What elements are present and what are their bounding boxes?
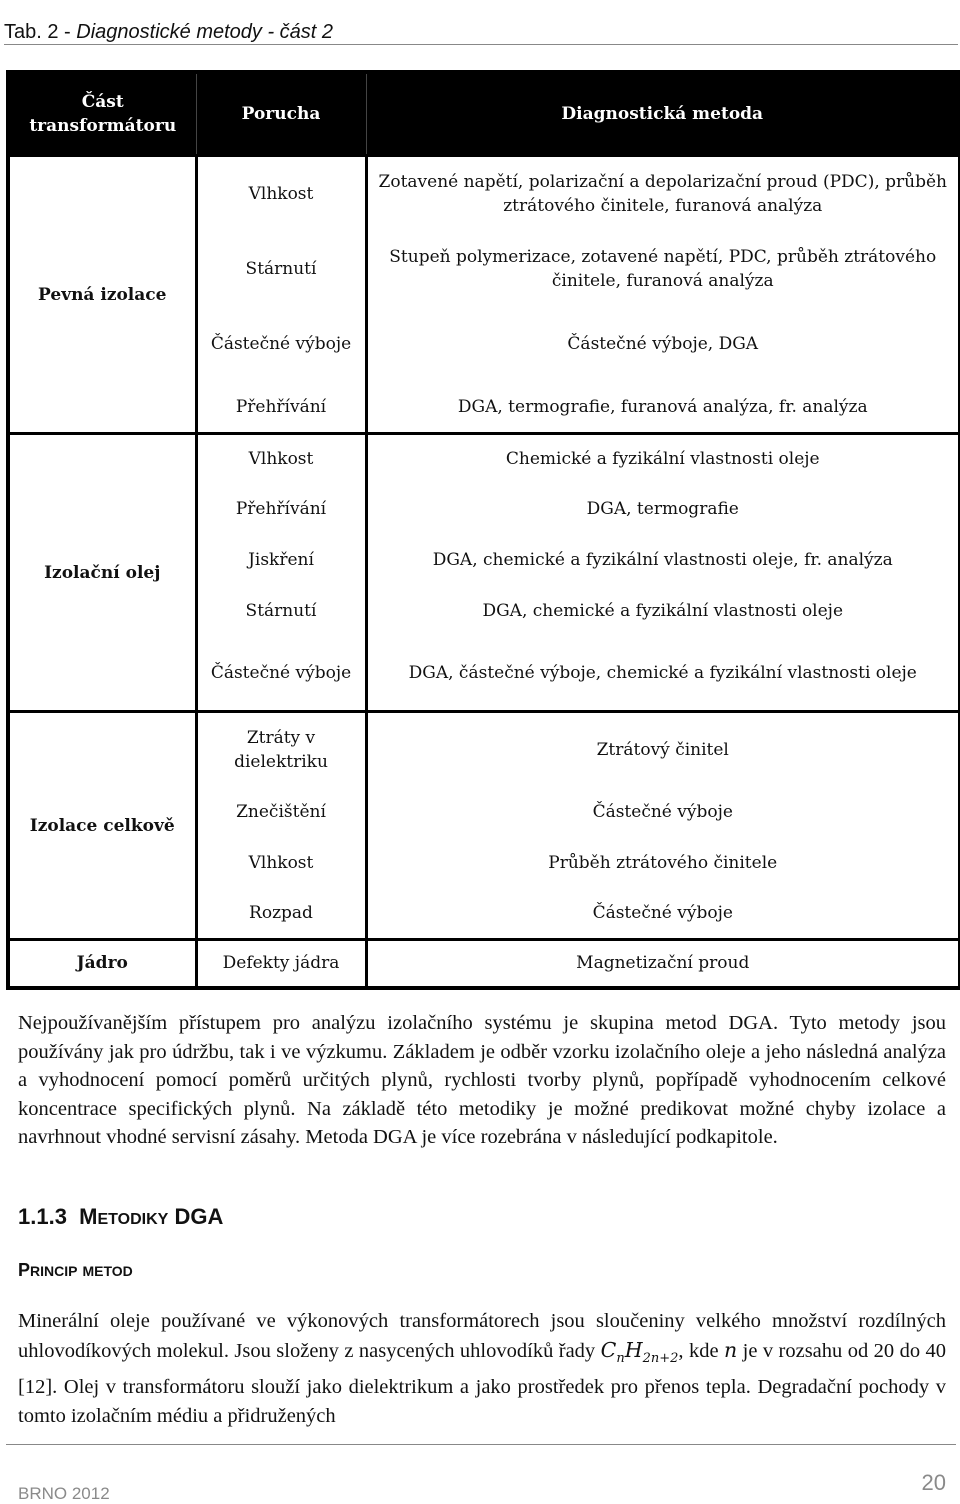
fault-cell: Stárnutí [196,232,366,307]
subsection-first: P [18,1260,31,1280]
method-cell: DGA, termografie, furanová analýza, fr. analýza [457,396,868,417]
paragraph-principle [18,1307,946,1430]
table-row [8,156,960,232]
fault-cell: Částečné výboje [196,637,366,712]
fault-cell: Jiskření [196,535,366,586]
method-cell: Chemické a fyzikální vlastnosti oleje [366,434,960,484]
method-cell: Částečné výboje [592,903,733,924]
fault-cell: Defekty jádra [196,940,366,988]
method-cell: Částečné výboje, DGA [567,334,759,354]
caption-prefix: Tab. 2 - [4,21,77,43]
fault-cell: Částečné výboje [196,307,366,382]
footer-location-year: BRNO 2012 [18,1484,110,1503]
method-cell: Průběh ztrátového činitele [548,853,778,873]
formula-alkane [600,1337,679,1366]
variable-n: n [723,1337,738,1362]
diagnostic-table-wrapper [6,70,958,990]
section-number: 1.1.3 [18,1204,67,1229]
header-fault: Porucha [196,72,366,156]
part-cell-overall-insulation: Izolace celkově [8,712,196,940]
footer-divider [6,1444,956,1445]
section-title-rest: ETODIKY [97,1211,169,1228]
fault-cell: Přehřívání [196,484,366,535]
formula-h-sub: 2n+2 [642,1350,679,1366]
method-cell: Magnetizační proud [366,940,960,988]
page-number: 20 [921,1470,946,1495]
fault-cell: Přehřívání [196,382,366,434]
part-cell-insulating-oil: Izolační olej [8,434,196,712]
formula-c-sub: n [616,1350,625,1366]
fault-cell: Ztráty v dielektriku [196,712,366,787]
paragraph2-part1: Minerální oleje používané ve výkonových transformátorech jsou sloučeniny velkého množství rozdílných uhlovodíkových molekul. Jsou složeny z nasycených uhlovodíků řady [18,1310,946,1362]
subsection-heading [18,1260,133,1281]
section-title-first: M [79,1204,98,1229]
fault-cell: Vlhkost [196,838,366,889]
formula-h: H [624,1337,643,1362]
header-method: Diagnostická metoda [366,72,960,156]
method-cell: Částečné výboje [592,802,733,822]
method-cell: DGA, chemické a fyzikální vlastnosti oleje, fr. analýza [432,550,893,570]
subsection-rest1: RINCIP [30,1263,78,1279]
subsection-rest2: METOD [82,1263,133,1279]
caption-title: Diagnostické metody - část 2 [76,21,334,43]
method-cell: DGA, částečné výboje, chemické a fyzikální vlastnosti oleje [408,663,917,684]
section-title-acronym: DGA [174,1204,224,1229]
formula-c: C [600,1337,617,1362]
part-cell-core: Jádro [8,940,196,988]
table-row [8,940,960,988]
table-caption [4,4,958,45]
fault-cell: Vlhkost [196,156,366,232]
fault-cell: Stárnutí [196,586,366,637]
table-row [8,434,960,484]
fault-cell: Znečištění [196,787,366,838]
table-row [8,712,960,787]
section-heading [18,1204,223,1230]
method-cell: DGA, termografie [586,499,739,519]
header-part: Část transformátoru [8,72,196,156]
method-cell: Stupeň polymerizace, zotavené napětí, PDC, průběh ztrátového činitele, furanová analýza [389,247,937,291]
method-cell: DGA, chemické a fyzikální vlastnosti oleje [482,601,844,621]
fault-cell: Rozpad [196,889,366,940]
fault-cell: Vlhkost [196,434,366,484]
table-header-row [8,72,960,156]
paragraph-dga-overview: Nejpoužívanějším přístupem pro analýzu izolačního systému je skupina metod DGA. Tyto metody jsou používány jak pro údržbu, tak i ve výzkumu. Základem je odběr vzorku izolačního oleje a jeho následná analýza a vyhodnocení pomocí poměrů určitých plynů, rychlosti tvorby plynů, popřípadě vyhodnocením celkové koncentrace specifických plynů. Na základě této metodiky je možné predikovat možné chyby izolace a navrhnout vhodné servisní zásahy. Metoda DGA je více rozebrána v následující podkapitole. [18,1012,946,1148]
method-cell: Ztrátový činitel [366,712,960,787]
paragraph2-part3: je v rozsahu od 20 do 40 [12]. Olej v transformátoru slouží jako dielektrikum a jako prostředek pro přenos tepla. Degradační pochody v tomto izolačním médiu a přidružených [18,1339,947,1427]
paragraph2-part2: , kde [678,1339,724,1362]
method-cell: Zotavené napětí, polarizační a depolarizační proud (PDC), průběh ztrátového činitele, furanová analýza [366,156,960,232]
part-cell-solid-insulation: Pevná izolace [8,156,196,434]
diagnostic-methods-table [6,70,960,990]
